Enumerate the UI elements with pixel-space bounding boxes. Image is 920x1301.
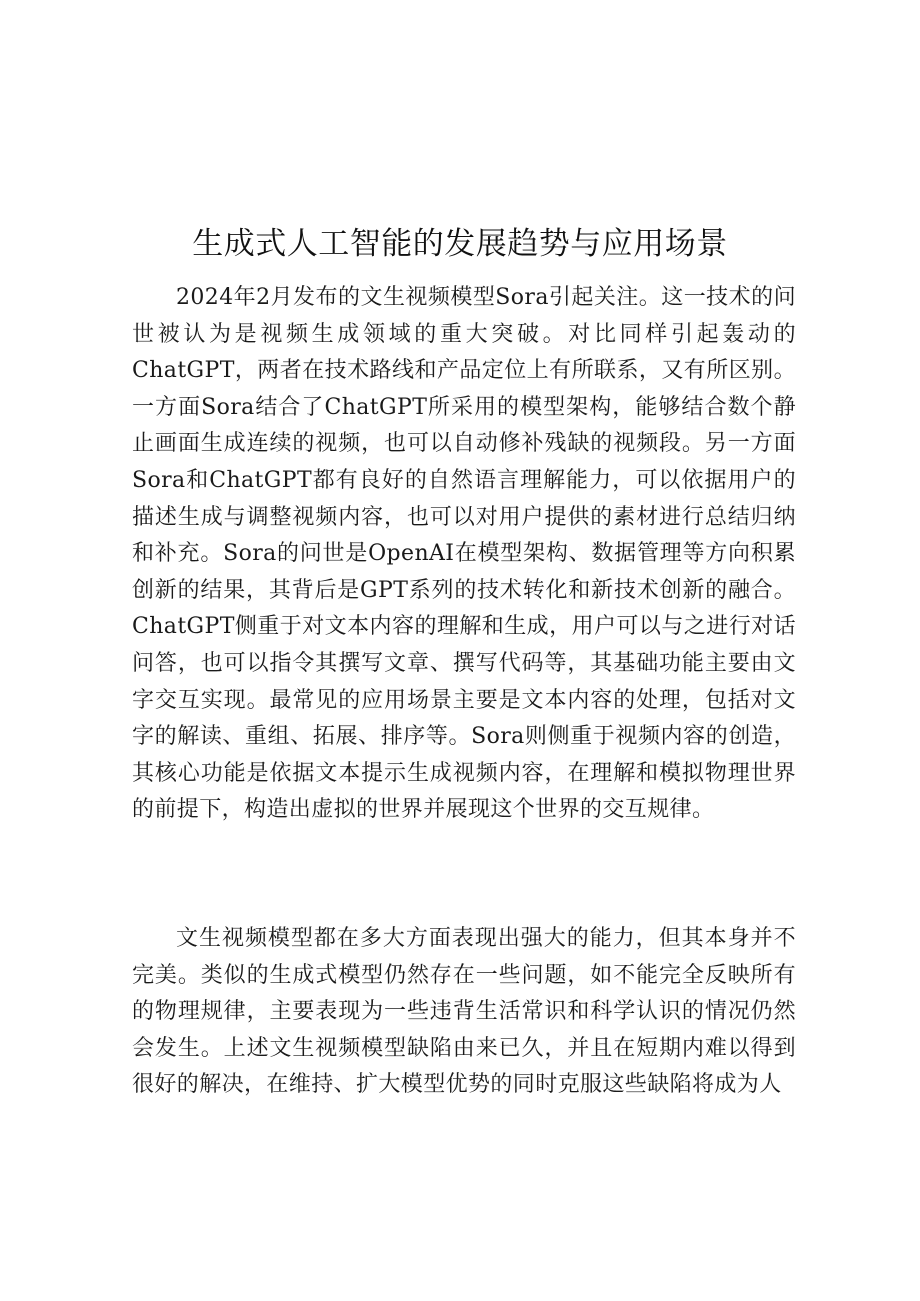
document-title: 生成式人工智能的发展趋势与应用场景 [192,226,728,262]
body-paragraph: 2024年2月发布的文生视频模型Sora引起关注。这一技术的问世被认为是视频生成领域的重大突破。对比同样引起轰动的ChatGPT，两者在技术路线和产品定位上有所联系，又有所区别。一方面Sora结合了ChatGPT所采用的模型架构，能够结合数个静止画面生成连续的视频，也可以自动修补残缺的视频段。另一方面Sora和ChatGPT都有良好的自然语言理解能力，可以依据用户的描述生成与调整视频内容，也可以对用户提供的素材进行总结归纳和补充。Sora的问世是OpenAI在模型架构、数据管理等方向积累创新的结果，其背后是GPT系列的技术转化和新技术创新的融合。ChatGPT侧重于对文本内容的理解和生成，用户可以与之进行对话问答，也可以指令其撰写文章、撰写代码等，其基础功能主要由文字交互实现。最常见的应用场景主要是文本内容的处理，包括对文字的解读、重组、拓展、排序等。Sora则侧重于视频内容的创造，其核心功能是依据文本提示生成视频内容，在理解和模拟物理世界的前提下，构造出虚拟的世界并展现这个世界的交互规律。 [132,285,796,823]
body-paragraph: 文生视频模型都在多大方面表现出强大的能力，但其本身并不完美。类似的生成式模型仍然存在一些问题，如不能完全反映所有的物理规律，主要表现为一些违背生活常识和科学认识的情况仍然会发生。上述文生视频模型缺陷由来已久，并且在短期内难以得到很好的解决，在维持、扩大模型优势的同时克服这些缺陷将成为人 [132,926,796,1098]
